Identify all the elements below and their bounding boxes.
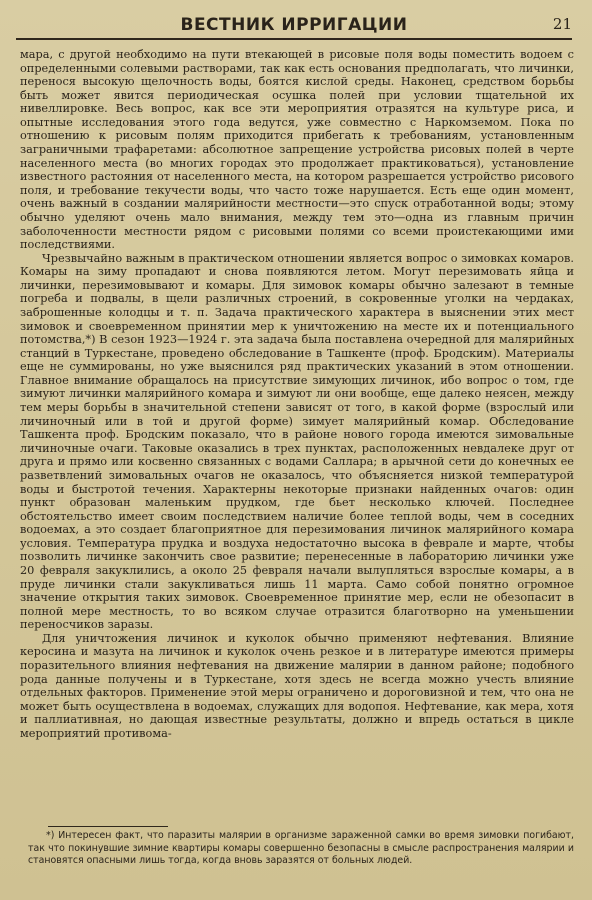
- page-number: 21: [552, 15, 572, 33]
- running-header: [16, 12, 572, 40]
- paragraph: мара, с другой необходимо на пути втекающей в рисовые поля воды поместить водоем с определенными солевыми растворами, так как есть основания предполагать, что личинки, перенося высокую щелочность воды, боятся кислой среды. Наконец, средством борьбы быть может явится периодическая осушка полей при условии тщательной их нивеллировке. Весь вопрос, как все эти мероприятия отразятся на культуре риса, и опытные исследования этого года ведутся, уже совместно с Наркомземом. Пока по отношению к рисовым полям приходится прибегать к требованиям, установленным заграничными трафаретами: абсолютное запрещение устройства рисовых полей в черте населенного места (во многих городах это продолжает практиковаться), установление известного растояния от населенного места, на котором разрешается устройство рисового поля, и требование текучести воды, что часто тоже нарушается. Есть еще один момент, очень важный в создании малярийности местности—это спуск отработанной воды; этому обычно уделяют очень мало внимания, между тем это—одна из главным причин заболоченности местности рядом с рисовыми полями со всеми проистекающими ими последствиями.: [20, 48, 574, 252]
- footnote: [28, 830, 574, 868]
- paragraph: Чрезвычайно важным в практическом отношении является вопрос о зимовках комаров. Комары на зиму пропадают и снова появляются летом. Могут перезимовать яйца и личинки, перезимовывают и комары. Для зимовок комары обычно залезают в темные погреба и подвалы, в щели различных строений, в сокровенные уголки на чердаках, заброшенные колодцы и т. п. Задача практического характера в выяснении этих мест зимовок и своевременном принятии мер к уничтожению на месте их и потенциального потомства,*) В сезон 1923—1924 г. эта задача была поставлена очередной для малярийных станций в Туркестане, проведено обследование в Ташкенте (проф. Бродским). Материалы еще не суммированы, но уже выяснился ряд практических указаний в этом отношении. Главное внимание обращалось на присутствие зимующих личинок, ибо вопрос о том, где зимуют личинки малярийного комара и зимуют ли они вообще, еще далеко неясен, между тем меры борьбы в значительной степени зависят от того, в какой форме (взрослый или личиночный или в той и другой форме) зимует малярийный комар. Обследование Ташкента проф. Бродским показало, что в районе нового города имеются зимовальные личиночные очаги. Таковые оказались в трех пунктах, расположенных невдалеке друг от друга и прямо или косвенно связанных с водами Саллара; в арычной сети до конечных ее разветвлений зимовальных очагов не оказалось, что объясняется низкой температурой воды и быстротой течения. Характерны некоторые признаки найденных очагов: один пункт образован маленьким прудком, где бьет несколько ключей. Последнее обстоятельство имеет своим последствием наличие более теплой воды, чем в соседних водоемах, а это создает благоприятное для перезимования личинок малярийного комара условия. Температура прудка и воздуха недостаточно высока в феврале и марте, чтобы позволить личинке закончить свое развитие; перенесенные в лабораторию личинки уже 20 февраля закуклились, а около 25 февраля начали вылупляться взрослые комары, а в пруде личинки стали закукливаться лишь 11 марта. Само собой понятно огромное значение открытия таких зимовок. Своевременное принятие мер, если не обезопасит в полной мере местность, то во всяком случае отразится благотворно на уменьшении переносчиков заразы.: [20, 251, 574, 632]
- journal-title: ВЕСТНИК ИРРИГАЦИИ: [180, 15, 408, 35]
- body-text: [20, 48, 574, 740]
- footnote-text: *) Интересен факт, что паразиты малярии в организме зараженной самки во время зимовки погибают, так что покинувшие зимние квартиры комары совершенно безопасны в смысле распространения малярии и становятся опасными лишь тогда, когда вновь заразятся от больных людей.: [28, 830, 574, 867]
- footnote-divider: [48, 826, 168, 827]
- paragraph: Для уничтожения личинок и куколок обычно применяют нефтевания. Влияние керосина и мазута на личинок и куколок очень резкое и в литературе имеются примеры поразительного влияния нефтевания на движение малярии в данном районе; подобного рода данные получены и в Туркестане, хотя здесь не всегда можно учесть влияние отдельных факторов. Применение этой меры ограничено и дороговизной и тем, что она не может быть осуществлена в водоемах, служащих для водопоя. Нефтевание, как мера, хотя и паллиативная, но дающая известные результаты, должно и впредь остаться в цикле мероприятий противома-: [20, 631, 574, 740]
